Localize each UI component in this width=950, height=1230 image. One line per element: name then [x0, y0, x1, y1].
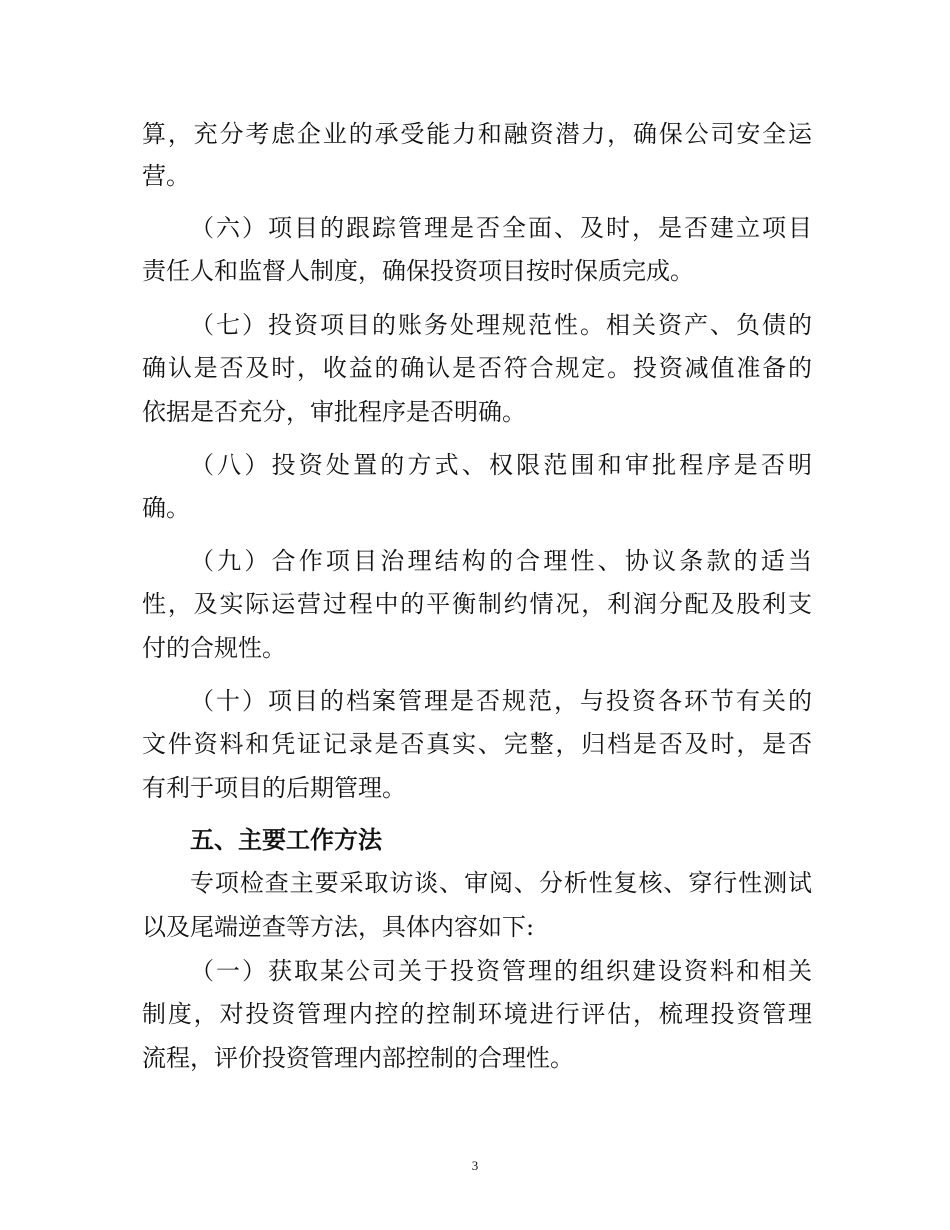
- text-line: 营。: [142, 162, 190, 190]
- text-line: （九）合作项目治理结构的合理性、协议条款的适当: [190, 547, 812, 575]
- text-line: （八）投资处置的方式、权限范围和审批程序是否明: [190, 451, 812, 479]
- text-line: 流程，评价投资管理内部控制的合理性。: [142, 1044, 574, 1072]
- text-line: （十）项目的档案管理是否规范，与投资各环节有关的: [190, 687, 812, 715]
- text-line: 专项检查主要采取访谈、审阅、分析性复核、穿行性测试: [190, 869, 812, 897]
- section-heading: 五、主要工作方法: [190, 826, 382, 854]
- text-line: 责任人和监督人制度，确保投资项目按时保质完成。: [142, 257, 694, 285]
- text-line: 确认是否及时，收益的确认是否符合规定。投资减值准备的: [142, 354, 812, 382]
- text-line: （六）项目的跟踪管理是否全面、及时，是否建立项目: [190, 214, 812, 242]
- text-line: 制度，对投资管理内控的控制环境进行评估，梳理投资管理: [142, 1000, 812, 1028]
- text-line: 以及尾端逆查等方法，具体内容如下:: [142, 913, 535, 941]
- text-line: 付的合规性。: [142, 634, 286, 662]
- text-line: （一）获取某公司关于投资管理的组织建设资料和相关: [190, 957, 812, 985]
- text-line: （七）投资项目的账务处理规范性。相关资产、负债的: [190, 311, 812, 339]
- text-line: 文件资料和凭证记录是否真实、完整，归档是否及时，是否: [142, 730, 812, 758]
- text-line: 算，充分考虑企业的承受能力和融资潜力，确保公司安全运: [142, 120, 812, 148]
- text-line: 性，及实际运营过程中的平衡制约情况，利润分配及股利支: [142, 590, 812, 618]
- text-line: 有利于项目的后期管理。: [142, 774, 406, 802]
- text-line: 确。: [142, 494, 190, 522]
- text-line: 依据是否充分，审批程序是否明确。: [142, 398, 526, 426]
- page-number: 3: [471, 1158, 479, 1173]
